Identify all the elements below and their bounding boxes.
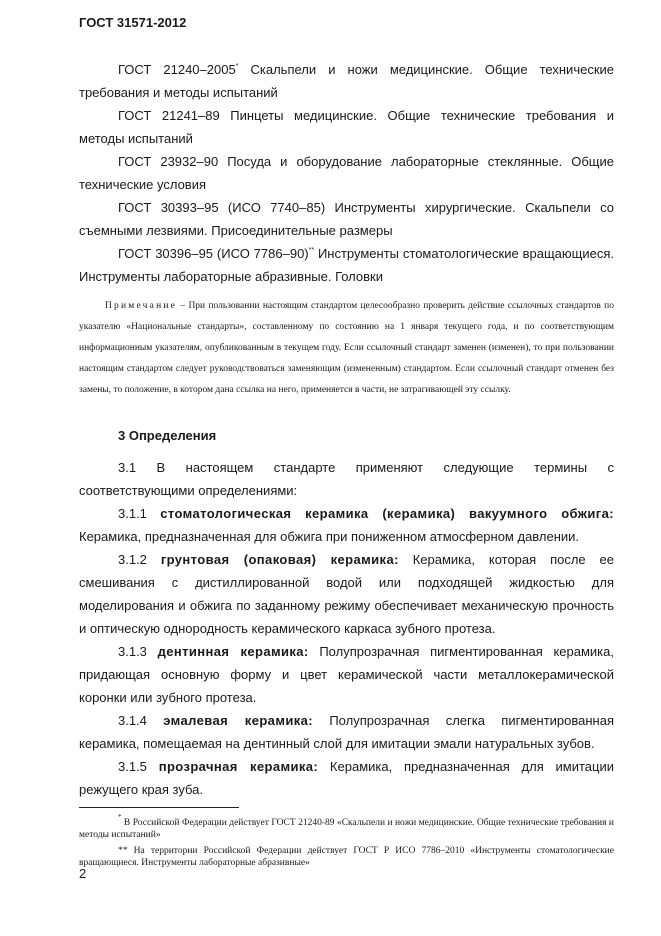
footnote-divider [79,807,239,808]
footnote: * В Российской Федерации действует ГОСТ 21240-89 «Скальпели и ножи медицинские. Общие технические требования и методы испытаний» [79,813,614,840]
reference-item: ГОСТ 23932–90 Посуда и оборудование лабораторные стеклянные. Общие технические условия [79,154,614,192]
definition-item: 3.1.3 дентинная керамика: Полупрозрачная пигментированная керамика, придающая основную форму и цвет керамической части металлокерамической коронки или зубного протеза. [79,644,614,705]
note-block [79,296,614,401]
definition-term: прозрачная керамика: [158,759,319,774]
definition-item: 3.1.2 грунтовая (опаковая) керамика: Керамика, которая после ее смешивания с дистиллированной водой или подходящей жидкостью для моделирования и обжига по заданному режиму обеспечивает механическую прочность и оптическую однородность керамического каркаса зубного протеза. [79,552,614,636]
definitions-list [79,456,614,801]
note-text: – При пользовании настоящим стандартом целесообразно проверить действие ссылочных стандартов по указателю «Национальные стандарты», составленному по состоянию на 1 января текущего года, и по соответствующим информационным указателям, опубликованным в текущем году. Если ссылочный стандарт заменен (изменен), то при пользовании настоящим стандартом следует руководствоваться заменяющим (измененным) стандартом. Если ссылочный стандарт отменен без замены, то положение, в котором дана ссылка на него, применяется в части, не затрагивающей эту ссылку. [79,301,614,395]
definition-term: эмалевая керамика: [163,713,313,728]
definition-term: грунтовая (опаковая) керамика: [160,552,399,567]
definition-term: стоматологическая керамика (керамика) вакуумного обжига: [160,506,614,521]
reference-item: ГОСТ 21240–2005* Скальпели и ножи медицинские. Общие технические требования и методы испытаний [79,62,614,100]
definition-item: 3.1.5 прозрачная керамика: Керамика, предназначенная для имитации режущего края зуба. [79,759,614,797]
note-label: Примечание [105,301,178,311]
footnote: ** На территории Российской Федерации действует ГОСТ Р ИСО 7786–2010 «Инструменты стоматологические вращающиеся. Инструменты лабораторные абразивные» [79,846,614,868]
reference-item: ГОСТ 30396–95 (ИСО 7786–90)** Инструменты стоматологические вращающиеся. Инструменты лабораторные абразивные. Головки [79,246,614,284]
definition-term: дентинная керамика: [157,644,309,659]
definition-item: 3.1.4 эмалевая керамика: Полупрозрачная слегка пигментированная керамика, помещаемая на дентинный слой для имитации эмали натуральных зубов. [79,713,614,751]
document-header: ГОСТ 31571-2012 [79,15,187,30]
definitions-intro: 3.1 В настоящем стандарте применяют следующие термины с соответствующими определениями: [79,460,614,498]
reference-item: ГОСТ 21241–89 Пинцеты медицинские. Общие технические требования и методы испытаний [79,108,614,146]
reference-item: ГОСТ 30393–95 (ИСО 7740–85) Инструменты хирургические. Скальпели со съемными лезвиями. Присоединительные размеры [79,200,614,238]
references-list [79,58,614,288]
page-number: 2 [79,866,87,881]
section-title: 3 Определения [118,428,217,443]
definition-item: 3.1.1 стоматологическая керамика (керамика) вакуумного обжига: Керамика, предназначенная для обжига при пониженном атмосферном давлении. [79,506,614,544]
